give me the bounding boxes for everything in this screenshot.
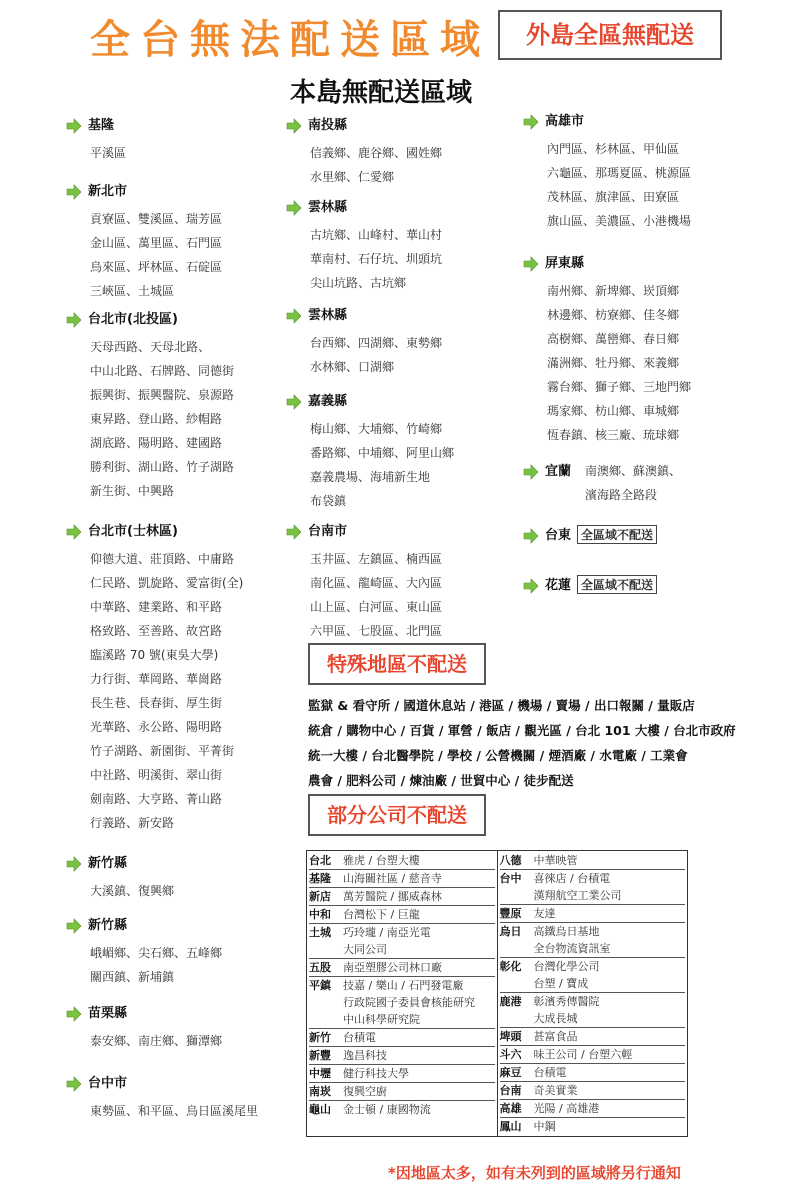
company-name: 雅虎 / 台塑大樓 [343, 854, 420, 867]
area-line: 南澳鄉、蘇澳鎮、 [585, 464, 682, 478]
area-line: 布袋鎮 [310, 494, 347, 508]
arrow-right-icon [286, 200, 302, 216]
area-line: 仰德大道、莊頂路、中庸路 [90, 552, 235, 566]
company-row [309, 1046, 495, 1064]
company-city: 台中 [499, 872, 522, 885]
company-name: 山海關社區 / 慈音寺 [343, 872, 442, 885]
region-heading [523, 110, 584, 130]
company-name: 中山科學研究院 [343, 1013, 420, 1026]
footnote: *因地區太多，如有未列到的區域將另行通知 [388, 1164, 681, 1182]
company-name: 彰濱秀傳醫院 [533, 995, 600, 1008]
area-line: 勝利街、湖山路、竹子湖路 [90, 460, 235, 474]
region-heading [66, 520, 178, 540]
company-row [500, 1045, 686, 1063]
area-line: 東昇路、登山路、紗帽路 [90, 412, 223, 426]
area-line: 南州鄉、新埤鄉、崁頂鄉 [547, 284, 680, 298]
area-line: 中華路、建業路、和平路 [90, 600, 223, 614]
region-name: 新竹縣 [88, 856, 128, 871]
company-name: 萬芳醫院 / 挪威森林 [343, 890, 442, 903]
company-row [309, 1082, 495, 1100]
company-city [309, 941, 343, 958]
area-line: 關西鎮、新埔鎮 [90, 970, 175, 984]
company-name: 金士頓 / 康國物流 [343, 1103, 431, 1116]
company-name: 喜徠店 / 台積電 [533, 872, 611, 885]
arrow-right-icon [286, 394, 302, 410]
company-row [500, 922, 686, 940]
special-area-line: 農會 / 肥料公司 / 煉油廠 / 世貿中心 / 徒步配送 [308, 773, 574, 788]
region-name: 苗栗縣 [88, 1006, 128, 1021]
companies-left-column [307, 851, 498, 1137]
area-line: 六甲區、七股區、北門區 [310, 624, 443, 638]
company-city: 中壢 [309, 1067, 331, 1080]
area-line: 東勢區、和平區、烏日區溪尾里 [90, 1104, 259, 1118]
company-row [309, 1011, 495, 1028]
company-name: 中鋼 [533, 1120, 556, 1133]
special-area-line: 統倉 / 購物中心 / 百貨 / 軍營 / 飯店 / 觀光區 / 台北 101 大樓 / 台北市政府 [308, 723, 736, 738]
company-city: 南崁 [309, 1085, 331, 1098]
company-city [500, 940, 534, 957]
area-line: 濱海路全路段 [585, 488, 658, 502]
arrow-right-icon [523, 256, 539, 272]
arrow-right-icon [66, 184, 82, 200]
company-row [500, 1099, 686, 1117]
region-name: 花蓮 [545, 578, 572, 593]
company-name: 台塑 / 寶成 [533, 977, 589, 990]
company-name: 逸昌科技 [343, 1049, 387, 1062]
area-line: 力行街、華岡路、華崗路 [90, 672, 223, 686]
region-heading [66, 914, 127, 934]
area-line: 六龜區、那瑪夏區、桃源區 [547, 166, 692, 180]
arrow-right-icon [66, 312, 82, 328]
area-line: 瑪家鄉、枋山鄉、車城鄉 [547, 404, 680, 418]
company-city: 豐原 [499, 907, 522, 920]
company-row [309, 1064, 495, 1082]
company-row [309, 852, 495, 869]
company-name: 行政院國子委員會核能研究 [343, 996, 475, 1009]
company-city: 平鎮 [309, 979, 331, 992]
company-name: 台灣松下 / 巨龍 [343, 908, 420, 921]
company-city [500, 1010, 534, 1027]
company-city [309, 994, 343, 1011]
region-heading [523, 524, 657, 544]
company-name: 台灣化學公司 [533, 960, 600, 973]
region-name: 台東 [545, 528, 572, 543]
region-name: 雲林縣 [308, 200, 348, 215]
special-areas-heading: 特殊地區不配送 [308, 643, 486, 685]
company-city: 新竹 [309, 1031, 331, 1044]
company-row [500, 852, 686, 869]
area-line: 光華路、永公路、陽明路 [90, 720, 223, 734]
company-row [309, 1100, 495, 1118]
company-row [500, 1117, 686, 1135]
area-line: 天母西路、天母北路、 [90, 340, 211, 354]
area-line: 南化區、龍崎區、大內區 [310, 576, 443, 590]
company-row [500, 992, 686, 1010]
special-area-line: 統一大樓 / 台北醫學院 / 學校 / 公營機關 / 煙酒廠 / 水電廠 / 工業會 [308, 748, 688, 763]
region-heading [66, 1002, 127, 1022]
company-name: 全台物流資訊室 [533, 942, 611, 955]
area-line: 泰安鄉、南庄鄉、獅潭鄉 [90, 1034, 223, 1048]
region-name: 台北市(士林區) [88, 524, 178, 539]
area-line: 行義路、新安路 [90, 816, 175, 830]
area-line: 湖底路、陽明路、建國路 [90, 436, 223, 450]
area-line: 嘉義農場、海埔新生地 [310, 470, 431, 484]
area-line: 內門區、杉林區、甲仙區 [547, 142, 680, 156]
region-name: 台中市 [88, 1076, 128, 1091]
area-line: 新生街、中興路 [90, 484, 175, 498]
arrow-right-icon [66, 118, 82, 134]
arrow-right-icon [66, 1006, 82, 1022]
company-city [309, 1011, 343, 1028]
company-row [500, 1010, 686, 1027]
company-city [500, 975, 534, 992]
area-line: 林邊鄉、枋寮鄉、佳冬鄉 [547, 308, 680, 322]
company-city: 鹿港 [499, 995, 522, 1008]
region-name: 宜蘭 [545, 464, 572, 479]
arrow-right-icon [66, 856, 82, 872]
company-city: 烏日 [499, 925, 522, 938]
outer-islands-box: 外島全區無配送 [498, 10, 722, 60]
company-name: 友達 [533, 907, 556, 920]
area-line: 烏來區、坪林區、石碇區 [90, 260, 223, 274]
company-city: 彰化 [499, 960, 522, 973]
arrow-right-icon [286, 524, 302, 540]
area-line: 臨溪路 70 號(東吳大學) [90, 648, 219, 662]
company-city: 五股 [309, 961, 331, 974]
company-name: 台積電 [343, 1031, 376, 1044]
company-city: 新豐 [309, 1049, 331, 1062]
company-name: 漢翔航空工業公司 [533, 889, 622, 902]
area-line: 貢寮區、雙溪區、瑞芳區 [90, 212, 223, 226]
area-line: 茂林區、旗津區、田寮區 [547, 190, 680, 204]
area-line: 中社路、明溪街、翠山街 [90, 768, 223, 782]
no-delivery-tag: 全區域不配送 [577, 575, 657, 594]
arrow-right-icon [286, 118, 302, 134]
region-heading [66, 852, 127, 872]
region-heading [286, 390, 347, 410]
company-row [500, 1027, 686, 1045]
company-name: 中華映管 [533, 854, 578, 867]
area-line: 霧台鄉、獅子鄉、三地門鄉 [547, 380, 692, 394]
company-city: 龜山 [309, 1103, 331, 1116]
company-row [309, 958, 495, 976]
region-name: 台南市 [308, 524, 348, 539]
company-row [500, 1081, 686, 1099]
area-line: 水林鄉、口湖鄉 [310, 360, 395, 374]
company-name: 味王公司 / 台塑六輕 [533, 1048, 633, 1061]
region-name: 新竹縣 [88, 918, 128, 933]
company-row [500, 887, 686, 904]
company-city: 台北 [309, 854, 331, 867]
area-line: 劍南路、大亨路、菁山路 [90, 792, 223, 806]
area-line: 振興街、振興醫院、泉源路 [90, 388, 235, 402]
no-delivery-tag: 全區域不配送 [577, 525, 657, 544]
region-name: 嘉義縣 [308, 394, 348, 409]
company-city: 基隆 [309, 872, 331, 885]
company-city: 土城 [309, 926, 331, 939]
company-name: 南亞塑膠公司林口廠 [343, 961, 442, 974]
area-line: 金山區、萬里區、石門區 [90, 236, 223, 250]
arrow-right-icon [523, 114, 539, 130]
area-line: 仁民路、凱旋路、愛富街(全) [90, 576, 244, 590]
companies-table [306, 850, 688, 1137]
company-row [500, 975, 686, 992]
region-name: 台北市(北投區) [88, 312, 178, 327]
company-row [309, 869, 495, 887]
area-line: 滿洲鄉、牡丹鄉、來義鄉 [547, 356, 680, 370]
area-line: 竹子湖路、新園街、平菁街 [90, 744, 235, 758]
region-heading [66, 1072, 127, 1092]
area-line: 台西鄉、四湖鄉、東勢鄉 [310, 336, 443, 350]
arrow-right-icon [66, 1076, 82, 1092]
companies-right-column [497, 851, 688, 1137]
company-name: 巧玲瓏 / 南亞光電 [343, 926, 431, 939]
company-name: 甚富食品 [533, 1030, 578, 1043]
company-city: 麻豆 [499, 1066, 522, 1079]
arrow-right-icon [286, 308, 302, 324]
region-heading [523, 460, 571, 480]
company-row [309, 923, 495, 941]
company-city: 鳳山 [499, 1120, 522, 1133]
company-row [309, 994, 495, 1011]
area-line: 山上區、白河區、東山區 [310, 600, 443, 614]
arrow-right-icon [523, 464, 539, 480]
company-city: 新店 [309, 890, 331, 903]
company-name: 光陽 / 高雄港 [533, 1102, 600, 1115]
area-line: 水里鄉、仁愛鄉 [310, 170, 395, 184]
region-heading [523, 252, 584, 272]
company-row [309, 905, 495, 923]
company-city: 中和 [309, 908, 331, 921]
company-row [309, 941, 495, 958]
area-line: 玉井區、左鎮區、楠西區 [310, 552, 443, 566]
region-name: 雲林縣 [308, 308, 348, 323]
subtitle: 本島無配送區域 [290, 78, 473, 108]
area-line: 梅山鄉、大埔鄉、竹崎鄉 [310, 422, 443, 436]
company-name: 復興空廚 [343, 1085, 387, 1098]
company-name: 台積電 [533, 1066, 567, 1079]
area-line: 尖山坑路、古坑鄉 [310, 276, 407, 290]
arrow-right-icon [523, 578, 539, 594]
company-name: 高鐵烏日基地 [533, 925, 600, 938]
region-heading [523, 574, 657, 594]
area-line: 平溪區 [90, 146, 127, 160]
region-name: 基隆 [88, 118, 115, 133]
region-heading [66, 180, 127, 200]
area-line: 恆春鎮、核三廠、琉球鄉 [547, 428, 680, 442]
area-line: 華南村、石仔坑、圳頭坑 [310, 252, 443, 266]
company-name: 大成長城 [533, 1012, 578, 1025]
page-title: 全台無法配送區域 [90, 17, 490, 63]
special-area-line: 監獄 & 看守所 / 國道休息站 / 港區 / 機場 / 賣場 / 出口報關 / 量販店 [308, 698, 695, 713]
arrow-right-icon [523, 528, 539, 544]
company-city: 埤頭 [499, 1030, 522, 1043]
arrow-right-icon [66, 524, 82, 540]
area-line: 高樹鄉、萬巒鄉、春日鄉 [547, 332, 680, 346]
company-city [500, 887, 534, 904]
company-row [500, 904, 686, 922]
company-name: 大同公司 [343, 943, 387, 956]
region-name: 屏東縣 [545, 256, 585, 271]
area-line: 大溪鎮、復興鄉 [90, 884, 175, 898]
area-line: 峨嵋鄉、尖石鄉、五峰鄉 [90, 946, 223, 960]
region-name: 高雄市 [545, 114, 585, 129]
area-line: 旗山區、美濃區、小港機場 [547, 214, 692, 228]
company-row [500, 957, 686, 975]
area-line: 信義鄉、鹿谷鄉、國姓鄉 [310, 146, 443, 160]
area-line: 番路鄉、中埔鄉、阿里山鄉 [310, 446, 455, 460]
area-line: 格致路、至善路、故宮路 [90, 624, 223, 638]
region-heading [66, 114, 114, 134]
area-line: 中山北路、石牌路、同德街 [90, 364, 235, 378]
region-name: 新北市 [88, 184, 128, 199]
company-row [309, 976, 495, 994]
region-heading [286, 114, 347, 134]
region-name: 南投縣 [308, 118, 348, 133]
company-name: 奇美實業 [533, 1084, 578, 1097]
company-row [309, 887, 495, 905]
company-city: 八德 [499, 854, 522, 867]
company-row [309, 1028, 495, 1046]
region-heading [286, 196, 347, 216]
region-heading [286, 520, 347, 540]
arrow-right-icon [66, 918, 82, 934]
companies-heading: 部分公司不配送 [308, 794, 486, 836]
company-city: 高雄 [499, 1102, 522, 1115]
region-heading [286, 304, 347, 324]
company-row [500, 1063, 686, 1081]
company-row [500, 940, 686, 957]
area-line: 古坑鄉、山峰村、華山村 [310, 228, 443, 242]
company-name: 健行科技大學 [343, 1067, 409, 1080]
company-city: 斗六 [499, 1048, 522, 1061]
company-name: 技嘉 / 樂山 / 石門發電廠 [343, 979, 464, 992]
area-line: 三峽區、土城區 [90, 284, 175, 298]
area-line: 長生巷、長春街、厚生街 [90, 696, 223, 710]
company-row [500, 869, 686, 887]
company-city: 台南 [499, 1084, 522, 1097]
region-heading [66, 308, 178, 328]
